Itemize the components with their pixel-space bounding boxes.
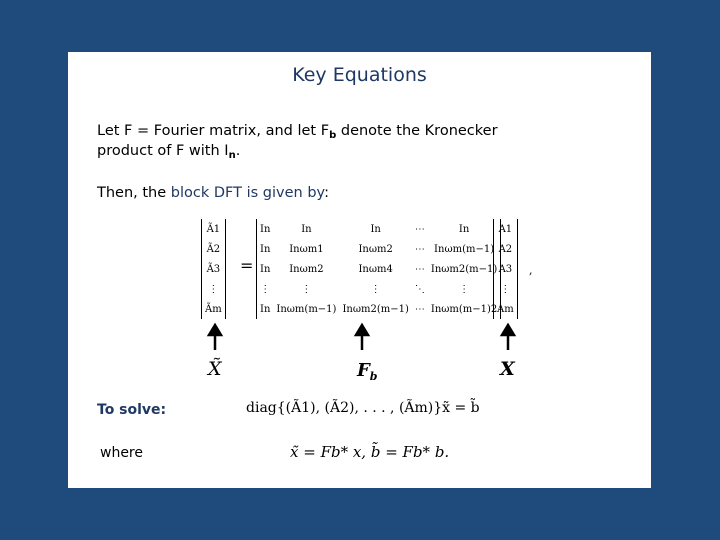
then-highlight: block DFT is given by (170, 185, 325, 201)
arrows (68, 52, 651, 488)
intro-text: product of F with I (97, 143, 229, 159)
rhs-entry: A3 (498, 263, 513, 275)
intro-text: . (235, 143, 241, 159)
matrix-cell: Inωm2(m−1) (430, 263, 498, 275)
matrix-cell: In (260, 223, 271, 235)
lhs-entry: Ãm (205, 303, 222, 315)
rhs-entry: Am (497, 303, 514, 315)
matrix-cell: ⋮ (260, 283, 271, 295)
matrix-cell: Inωm1 (289, 243, 324, 255)
trailing-comma: , (529, 264, 533, 277)
matrix-cell: Inωm2 (289, 263, 324, 275)
matrix-cell: ⋱ (414, 283, 425, 295)
matrix-cell: Inωm2 (358, 243, 393, 255)
arrow-up-icon (502, 325, 514, 335)
then-text: : (324, 185, 329, 201)
matrix-cell: ⋯ (414, 263, 425, 275)
lhs-entry: Ã3 (206, 263, 221, 275)
rhs-entry: ⋮ (500, 283, 511, 295)
rhs-entry: A2 (498, 243, 513, 255)
intro-text: Let F = Fourier matrix, and let F (97, 123, 330, 139)
matrix-cell: ⋮ (370, 283, 381, 295)
where-label: where (100, 445, 143, 461)
matrix-cell: In (370, 223, 381, 235)
intro-subscript: b (329, 130, 337, 141)
matrix-cell: ⋯ (414, 243, 425, 255)
matrix-cell: Inωm(m−1)2 (430, 303, 498, 315)
intro-text: denote the Kronecker (336, 123, 498, 139)
matrix-cell: ⋯ (414, 223, 425, 235)
matrix-cell: ⋮ (301, 283, 312, 295)
matrix-cell: ⋯ (414, 303, 425, 315)
slide (68, 52, 651, 488)
matrix-cell: In (458, 223, 470, 235)
matrix-cell: Inωm(m−1) (434, 243, 495, 255)
matrix-cell: In (301, 223, 312, 235)
matrix-cell: Inωm2(m−1) (342, 303, 409, 315)
intro-subscript: n (228, 150, 236, 161)
x-label: X (500, 358, 515, 380)
matrix-cell: Inωm4 (358, 263, 393, 275)
matrix-cell: ⋮ (459, 283, 470, 295)
matrix-cell: In (260, 303, 271, 315)
arrow-up-icon (209, 325, 221, 335)
lhs-entry: ⋮ (208, 283, 219, 295)
matrix-cell: In (260, 263, 271, 275)
x-tilde-label: X̃ (208, 358, 222, 380)
slide-title: Key Equations (292, 64, 427, 86)
fb-main: F (357, 360, 370, 381)
matrix-cell: In (260, 243, 271, 255)
arrow-up-icon (356, 325, 368, 335)
matrix-cell: Inωm(m−1) (276, 303, 337, 315)
where-equation: x̃ = Fb* x, b̃ = Fb* b. (290, 443, 450, 461)
to-solve-label: To solve: (97, 402, 167, 418)
lhs-entry: Ã2 (206, 243, 221, 255)
fb-label (357, 360, 377, 383)
then-text: Then, the (97, 185, 171, 201)
fb-sub: b (369, 370, 378, 383)
rhs-entry: A1 (498, 223, 513, 235)
lhs-entry: Ã1 (206, 223, 221, 235)
solve-equation: diag{(Ã1), (Ã2), . . . , (Ãm)}x̃ = b̃ (246, 400, 480, 416)
equals-sign: = (240, 256, 254, 275)
